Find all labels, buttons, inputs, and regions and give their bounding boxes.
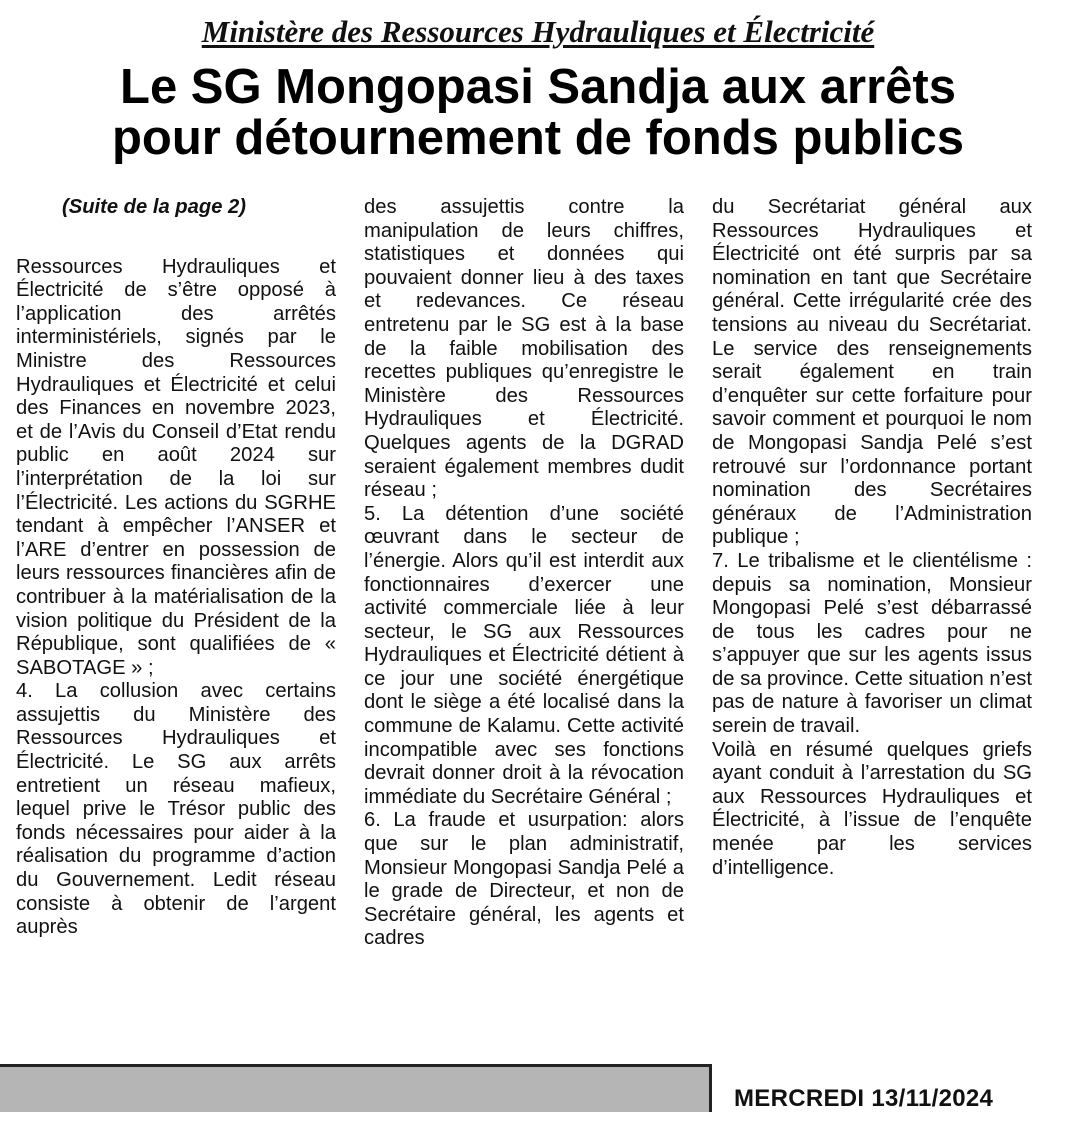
paragraph: des assujettis contre la manipulation de leurs chiffres, statistiques et données qui pouvaient donner lieu à des taxes et redevances. Ce réseau entretenu par le SG est à la base de la faible mobilisation des recettes publiques qu’enregistre le Ministère des Ressources Hydrauliques et Électricité. Quelques agents de la DGRAD seraient également membres dudit réseau ; — [364, 196, 684, 502]
paragraph: 7. Le tribalisme et le clientélisme : depuis sa nomination, Monsieur Mongopasi Pelé s’est débarrassé de tous les cadres pour ne s’appuyer que sur les agents issus de sa province. Cette situation n’est pas de nature à favoriser un climat serein de travail. — [712, 549, 1032, 738]
paragraph: Voilà en résumé quelques griefs ayant conduit à l’arrestation du SG aux Ressources Hydrauliques et Électricité, à l’issue de l’enquête menée par les services d’intelligence. — [712, 738, 1032, 879]
paragraph: 6. La fraude et usurpation: alors que sur le plan administratif, Monsieur Mongopasi Sandja Pelé a le grade de Directeur, et non de Secrétaire général, les agents et cadres — [364, 809, 684, 950]
paragraph: 5. La détention d’une société œuvrant dans le secteur de l’énergie. Alors qu’il est interdit aux fonctionnaires d’exercer une activité commerciale liée à leur secteur, le SG aux Ressources Hydrauliques et Électricité détient à ce jour une société énergétique dont le siège a été localisé dans la commune de Kalamu. Cette activité incompatible avec ses fonctions devrait donner droit à la révocation immédiate du Secrétaire Général ; — [364, 502, 684, 808]
article-column-3 — [712, 196, 1032, 880]
section-kicker: Ministère des Ressources Hydrauliques et Électricité — [201, 14, 875, 49]
issue-date: MERCREDI 13/11/2024 — [734, 1085, 994, 1112]
paragraph: du Secrétariat général aux Ressources Hydrauliques et Électricité ont été surpris par sa nomination en tant que Secrétaire général. Cette irrégularité crée des tensions au niveau du Secrétariat. Le service des renseignements serait également en train d’enquêter sur cette forfaiture pour savoir comment et pourquoi le nom de Mongopasi Sandja Pelé s’est retrouvé sur l’ordonnance portant nomination des Secrétaires généraux de l’Administration publique ; — [712, 196, 1032, 549]
headline-line-1: Le SG Mongopasi Sandja aux arrêts — [120, 60, 956, 114]
article-headline — [0, 62, 1076, 164]
footer-bar — [0, 1064, 712, 1112]
paragraph: 4. La collusion avec certains assujettis du Ministère des Ressources Hydrauliques et Électricité. Le SG aux arrêts entretient un réseau mafieux, lequel prive le Trésor public des fonds nécessaires pour aider à la réalisation du programme d’action du Gouvernement. Ledit réseau consiste à obtenir de l’argent auprès — [16, 680, 336, 939]
headline-line-2: pour détournement de fonds publics — [111, 111, 965, 165]
article-column-1 — [16, 196, 336, 940]
paragraph: Ressources Hydrauliques et Électricité de s’être opposé à l’application des arrêtés interministériels, signés par le Ministre des Ressources Hydrauliques et Électricité et celui des Finances en novembre 2023, et de l’Avis du Conseil d’Etat rendu public en août 2024 sur l’interprétation de la loi sur l’Électricité. Les actions du SGRHE tendant à empêcher l’ANSER et l’ARE d’entrer en possession de leurs ressources financières afin de contribuer à la matérialisation de la vision politique du Président de la République, sont qualifiées de « SABOTAGE » ; — [16, 255, 336, 679]
continued-from-note: (Suite de la page 2) — [62, 196, 246, 218]
article-column-2 — [364, 196, 684, 951]
